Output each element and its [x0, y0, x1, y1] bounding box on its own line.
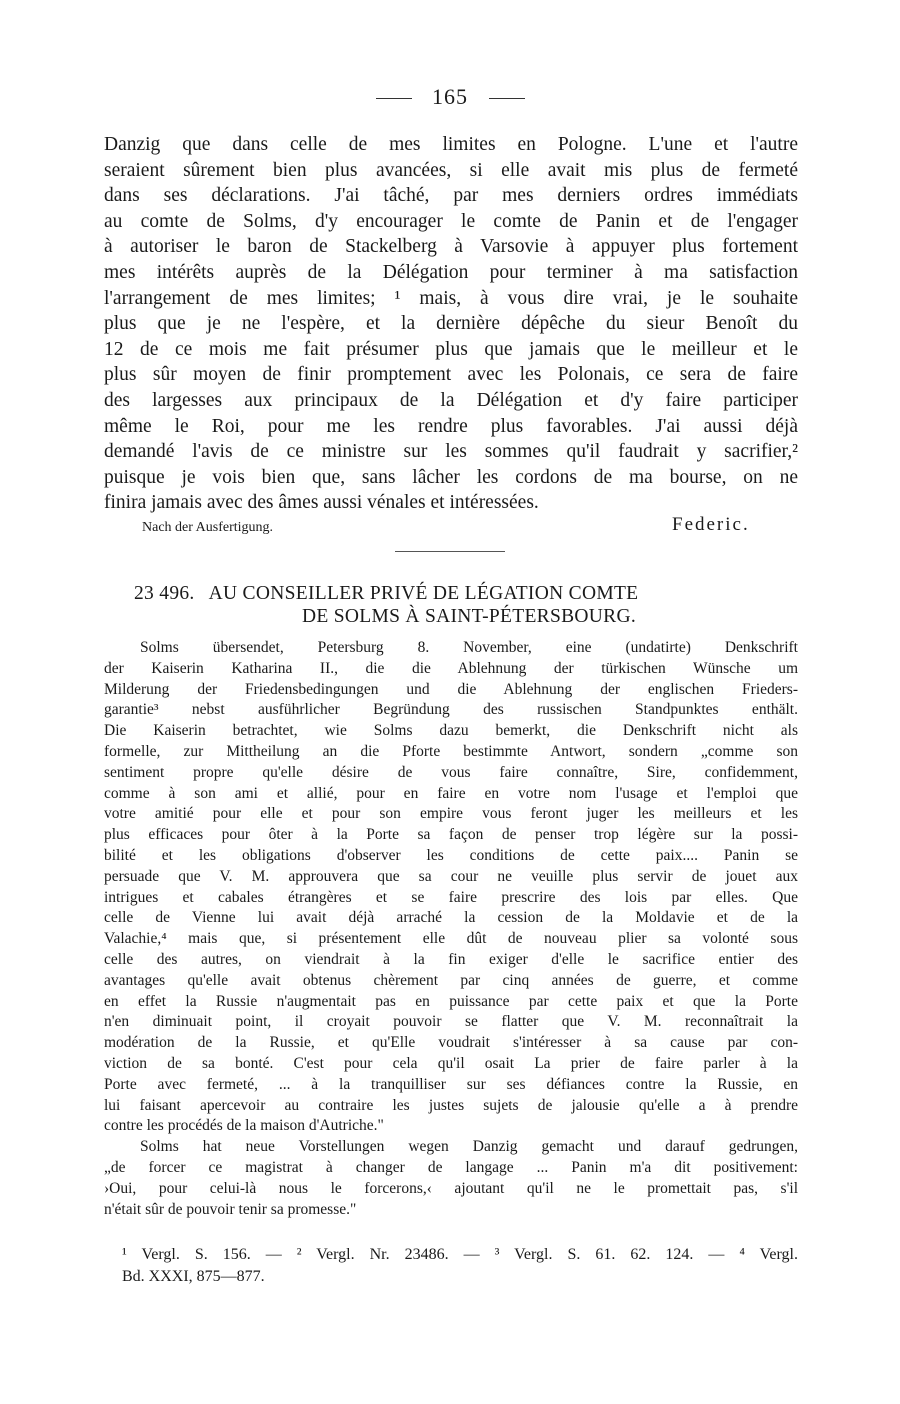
letter-line: au comte de Solms, d'y encourager le comte de Panin et de l'engager	[104, 210, 798, 232]
letter-line: demandé l'avis de ce ministre sur les sommes qu'il faudrait y sacrifier,²	[104, 441, 798, 463]
entry-title-line1: AU CONSEILLER PRIVÉ DE LÉGATION COMTE	[208, 583, 639, 604]
page-number: 165	[432, 84, 468, 109]
summary-line: Porte avec fermeté, ... à la tranquilliser sur ses défiances contre la Russie, en	[104, 1075, 798, 1093]
page-header	[0, 84, 900, 110]
summary-line: n'était sûr de pouvoir tenir sa promesse."	[104, 1200, 357, 1218]
summary-line: ›Oui, pour celui-là nous le forcerons,‹ ajoutant qu'il ne le promettait pas, s'il	[104, 1179, 798, 1197]
section-divider	[395, 551, 505, 552]
summary-line: Milderung der Friedensbedingungen und die Ablehnung der englischen Frieders-	[104, 680, 798, 698]
letter-line: plus sûr moyen de finir promptement avec les Polonais, ce sera de faire	[104, 364, 798, 386]
summary-line: garantie³ nebst ausführlicher Begründung des russischen Standpunktes enthält.	[104, 701, 798, 719]
summary-line: modération de la Russie, et qu'Elle voudrait s'intéresser à sa cause par con-	[104, 1034, 798, 1052]
footnote-line: ¹ Vergl. S. 156. — ² Vergl. Nr. 23486. — ³ Vergl. S. 61. 62. 124. — ⁴ Vergl.	[122, 1246, 798, 1263]
summary-line: Solms hat neue Vorstellungen wegen Danzig gemacht und darauf gedrungen,	[140, 1138, 798, 1156]
footnote-line: Bd. XXXI, 875—877.	[122, 1268, 265, 1285]
entry-number: 23 496.	[134, 583, 195, 604]
summary-line: „de forcer ce magistrat à changer de langage ... Panin m'a dit positivement:	[104, 1158, 798, 1176]
summary-line: formelle, zur Mittheilung an die Pforte bestimmte Antwort, sondern „comme son	[104, 742, 798, 760]
header-rule-left	[376, 98, 412, 99]
summary-line: celle de Vienne lui avait déjà arraché la cession de la Moldavie et de la	[104, 909, 798, 927]
letter-line: plus que je ne l'espère, et la dernière dépêche du sieur Benoît du	[104, 313, 798, 335]
summary-line: en effet la Russie n'augmentait pas en puissance par cette paix et que la Porte	[104, 992, 798, 1010]
letter-line: puisque je vois bien que, sans lâcher les cordons de ma bourse, on ne	[104, 466, 798, 488]
summary-line: comme à son ami et allié, pour en faire en votre nom l'usage et l'emploi que	[104, 784, 798, 802]
entry-title-line2: DE SOLMS À SAINT-PÉTERSBOURG.	[301, 606, 637, 627]
summary-line: votre amitié pour elle et pour son empire vous feront juger les meilleurs et les	[104, 805, 798, 823]
header-rule-right	[489, 98, 525, 99]
source-note: Nach der Ausfertigung.	[142, 520, 274, 535]
summary-line: n'en diminuait point, il croyait pouvoir se flatter que V. M. reconnaîtrait la	[104, 1013, 798, 1031]
letter-line: l'arrangement de mes limites; ¹ mais, à vous dire vrai, je le souhaite	[104, 287, 798, 309]
summary-line: viction de sa bonté. C'est pour cela qu'il osait La prier de faire parler à la	[104, 1054, 798, 1072]
footnotes	[122, 1244, 798, 1288]
letter-line: même le Roi, pour me les rendre plus favorables. J'ai aussi déjà	[104, 415, 798, 437]
letter-text	[104, 132, 798, 516]
summary-line: bilité et les obligations d'observer les conditions de cette paix.... Panin se	[104, 846, 798, 864]
summary-line: Die Kaiserin betrachtet, wie Solms dazu bemerkt, die Denkschrift nicht als	[104, 722, 798, 740]
summary-line: Valachie,⁴ mais que, si présentement elle dût de nouveau plier sa volonté sous	[104, 930, 798, 948]
letter-line: 12 de ce mois me fait présumer plus que jamais que le meilleur et le	[104, 338, 798, 360]
letter-line: finira jamais avec des âmes aussi vénales et intéressées.	[104, 492, 539, 514]
letter-line: dans ses déclarations. J'ai tâché, par mes derniers ordres immédiats	[104, 185, 798, 207]
summary-line: avantages qu'elle avait obtenus chèrement par cinq années de guerre, et comme	[104, 971, 798, 989]
letter-line: seraient sûrement bien plus avancées, si elle avait mis plus de fermeté	[104, 159, 798, 181]
summary-line: celle des autres, on viendrait à la fin exiger d'elle le sacrifice entier des	[104, 950, 798, 968]
entry-heading	[134, 582, 774, 628]
summary-text	[104, 638, 798, 1220]
summary-line: Solms übersendet, Petersburg 8. November, eine (undatirte) Denkschrift	[140, 639, 798, 656]
letter-line: Danzig que dans celle de mes limites en Pologne. L'une et l'autre	[104, 134, 798, 155]
summary-line: persuade que V. M. approuvera que sa cour ne veuille plus servir de jouet aux	[104, 867, 798, 885]
summary-line: plus efficaces pour ôter à la Porte sa façon de penser trop légère sur la possi-	[104, 826, 798, 844]
signature: Federic.	[672, 514, 750, 535]
letter-line: mes intérêts auprès de la Délégation pour terminer à ma satisfaction	[104, 261, 798, 283]
letter-line: des largesses aux principaux de la Délégation et d'y faire participer	[104, 389, 798, 411]
summary-line: contre les procédés de la maison d'Autriche."	[104, 1117, 384, 1135]
summary-line: sentiment propre qu'elle désire de vous faire connaître, Sire, confidemment,	[104, 763, 798, 781]
summary-line: der Kaiserin Katharina II., die die Ablehnung der türkischen Wünsche um	[104, 659, 798, 677]
summary-line: lui faisant apercevoir au contraire les justes sujets de jalousie qu'elle a à prendre	[104, 1096, 798, 1114]
summary-line: intrigues et cabales étrangères et se faire prescrire des lois par elles. Que	[104, 888, 798, 906]
letter-line: à autoriser le baron de Stackelberg à Varsovie à appuyer plus fortement	[104, 236, 798, 258]
